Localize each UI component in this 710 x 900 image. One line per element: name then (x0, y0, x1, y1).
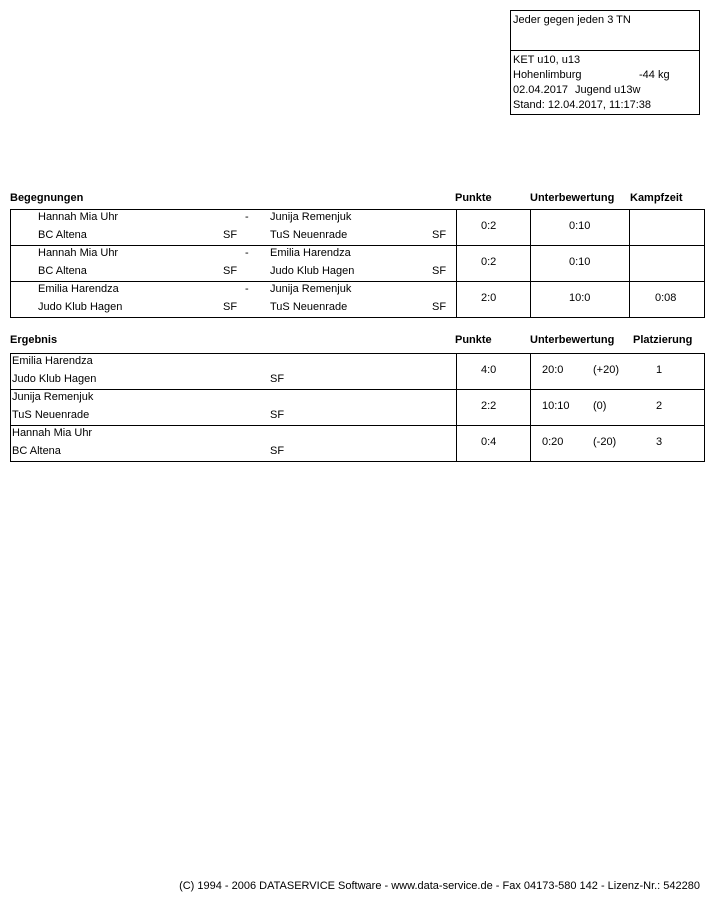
result-sub: 0:20 (542, 436, 564, 448)
location-text: Hohenlimburg (513, 69, 582, 81)
match-sub: 0:10 (569, 256, 591, 268)
results-place-header: Platzierung (633, 334, 693, 346)
fighter-b-state: SF (432, 229, 447, 241)
stand-text: Stand: 12.04.2017, 11:17:38 (513, 99, 652, 111)
match-dash: - (245, 211, 249, 223)
result-place: 3 (656, 436, 663, 448)
match-points: 0:2 (481, 220, 497, 232)
matches-time-header: Kampfzeit (630, 192, 683, 204)
fighter-a-state: SF (223, 265, 238, 277)
result-points: 2:2 (481, 400, 497, 412)
result-row (11, 390, 704, 426)
match-sub: 10:0 (569, 292, 591, 304)
results-sub-header: Unterbewertung (530, 334, 615, 346)
result-diff: (+20) (593, 364, 619, 376)
results-heading: Ergebnis (10, 334, 58, 346)
fighter-b-club: TuS Neuenrade (270, 301, 348, 313)
result-row (11, 426, 704, 461)
fighter-a-name: Hannah Mia Uhr (38, 247, 119, 259)
match-dash: - (245, 283, 249, 295)
match-row (11, 282, 704, 317)
category-text: Jugend u13w (575, 84, 641, 96)
footer-copyright: (C) 1994 - 2006 DATASERVICE Software - www.data-service.de - Fax 04173-580 142 - Lizenz-Nr.: 542280 (179, 880, 700, 892)
result-club: TuS Neuenrade (12, 409, 90, 421)
fighter-b-name: Emilia Harendza (270, 247, 351, 259)
fighter-a-name: Emilia Harendza (38, 283, 119, 295)
result-state: SF (270, 409, 285, 421)
result-points: 0:4 (481, 436, 497, 448)
results-points-header: Punkte (455, 334, 492, 346)
fighter-b-state: SF (432, 265, 447, 277)
matches-heading: Begegnungen (10, 192, 84, 204)
fighter-a-state: SF (223, 229, 238, 241)
fighter-a-state: SF (223, 301, 238, 313)
result-diff: (0) (593, 400, 607, 412)
weight-text: -44 kg (639, 69, 670, 81)
fighter-a-name: Hannah Mia Uhr (38, 211, 119, 223)
match-time: 0:08 (655, 292, 677, 304)
fighter-b-name: Junija Remenjuk (270, 211, 352, 223)
fighter-b-club: Judo Klub Hagen (270, 265, 355, 277)
info-divider (511, 50, 699, 51)
match-points: 2:0 (481, 292, 497, 304)
result-sub: 10:10 (542, 400, 570, 412)
match-points: 0:2 (481, 256, 497, 268)
result-club: BC Altena (12, 445, 61, 457)
result-name: Emilia Harendza (12, 355, 93, 367)
result-diff: (-20) (593, 436, 617, 448)
fighter-b-state: SF (432, 301, 447, 313)
mode-text: Jeder gegen jeden 3 TN (513, 14, 631, 26)
matches-points-header: Punkte (455, 192, 492, 204)
result-row (11, 354, 704, 390)
info-box (510, 10, 700, 115)
result-name: Junija Remenjuk (12, 391, 94, 403)
result-place: 2 (656, 400, 663, 412)
fighter-a-club: BC Altena (38, 229, 87, 241)
match-row (11, 210, 704, 246)
result-name: Hannah Mia Uhr (12, 427, 93, 439)
date-text: 02.04.2017 (513, 84, 569, 96)
match-row (11, 246, 704, 282)
fighter-b-name: Junija Remenjuk (270, 283, 352, 295)
matches-sub-header: Unterbewertung (530, 192, 615, 204)
match-sub: 0:10 (569, 220, 591, 232)
result-state: SF (270, 373, 285, 385)
result-state: SF (270, 445, 285, 457)
fighter-a-club: Judo Klub Hagen (38, 301, 123, 313)
fighter-b-club: TuS Neuenrade (270, 229, 348, 241)
fighter-a-club: BC Altena (38, 265, 87, 277)
result-points: 4:0 (481, 364, 497, 376)
result-sub: 20:0 (542, 364, 564, 376)
result-club: Judo Klub Hagen (12, 373, 97, 385)
matches-table (10, 209, 705, 318)
result-place: 1 (656, 364, 663, 376)
tournament-text: KET u10, u13 (513, 54, 581, 66)
match-dash: - (245, 247, 249, 259)
results-table (10, 353, 705, 462)
